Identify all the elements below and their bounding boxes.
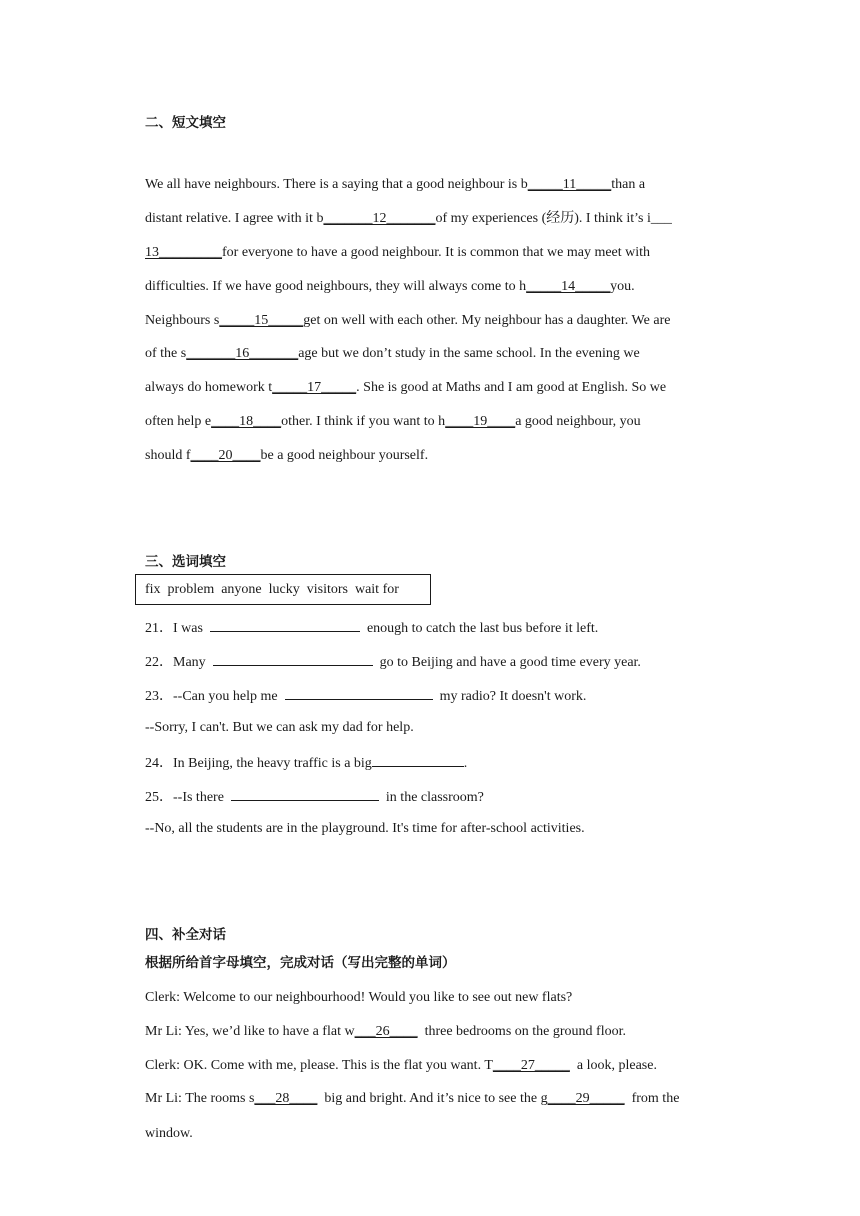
- blank-12[interactable]: _______12_______: [323, 211, 436, 226]
- blank-26[interactable]: ___26____: [354, 1024, 418, 1039]
- section-2-heading: 二、短文填空: [145, 115, 226, 131]
- question-21: 21．I was enough to catch the last bus before it left.: [145, 617, 598, 638]
- blank-16[interactable]: _______16_______: [186, 346, 299, 361]
- blank-14[interactable]: _____14_____: [526, 279, 611, 294]
- question-25-reply: --No, all the students are in the playground. It's time for after-school activities.: [145, 821, 585, 836]
- blank-11[interactable]: _____11_____: [527, 177, 612, 192]
- blank-29[interactable]: ____29_____: [547, 1091, 625, 1106]
- question-24: 24．In Beijing, the heavy traffic is a big .: [145, 752, 467, 773]
- dialogue-line-2: Mr Li: Yes, we’d like to have a flat w___26____ three bedrooms on the ground floor.: [145, 1024, 626, 1039]
- passage-line-1: We all have neighbours. There is a saying that a good neighbour is b_____11_____than a: [145, 177, 646, 192]
- dialogue-line-5: window.: [145, 1126, 193, 1141]
- passage-line-5: Neighbours s_____15_____get on well with each other. My neighbour has a daughter. We are: [145, 313, 671, 328]
- word-bank-box: fix problem anyone lucky visitors wait for: [135, 574, 431, 605]
- passage-line-3: 13_________for everyone to have a good neighbour. It is common that we may meet with: [145, 245, 651, 260]
- passage-line-4: difficulties. If we have good neighbours, they will always come to h_____14_____you.: [145, 279, 635, 294]
- dialogue-line-3: Clerk: OK. Come with me, please. This is the flat you want. T____27_____ a look, please.: [145, 1058, 657, 1073]
- blank-20[interactable]: ____20____: [190, 448, 261, 463]
- passage-line-7: always do homework t_____17_____. She is good at Maths and I am good at English. So we: [145, 380, 667, 395]
- section-4-heading: 四、补全对话: [145, 927, 226, 943]
- answer-blank-22[interactable]: [213, 651, 373, 666]
- passage-line-9: should f____20____be a good neighbour yourself.: [145, 448, 429, 463]
- blank-17[interactable]: _____17_____: [272, 380, 357, 395]
- passage-line-8: often help e____18____other. I think if you want to h____19____a good neighbour, you: [145, 414, 641, 429]
- passage-line-6: of the s_______16_______age but we don’t study in the same school. In the evening we: [145, 346, 640, 361]
- blank-13[interactable]: 13_________: [145, 245, 222, 260]
- answer-blank-21[interactable]: [210, 617, 360, 632]
- answer-blank-25[interactable]: [231, 786, 379, 801]
- answer-blank-23[interactable]: [285, 685, 433, 700]
- blank-27[interactable]: ____27_____: [492, 1058, 570, 1073]
- blank-28[interactable]: ___28____: [254, 1091, 318, 1106]
- dialogue-line-4: Mr Li: The rooms s___28____ big and bright. And it’s nice to see the g____29_____ from the: [145, 1091, 680, 1106]
- question-25: 25．--Is there in the classroom?: [145, 786, 484, 807]
- dialogue-line-1: Clerk: Welcome to our neighbourhood! Would you like to see out new flats?: [145, 990, 573, 1005]
- question-23-reply: --Sorry, I can't. But we can ask my dad for help.: [145, 720, 414, 735]
- section-3-heading: 三、选词填空: [145, 554, 226, 570]
- question-22: 22．Many go to Beijing and have a good time every year.: [145, 651, 641, 672]
- blank-15[interactable]: _____15_____: [219, 313, 304, 328]
- question-23: 23．--Can you help me my radio? It doesn't work.: [145, 685, 586, 706]
- passage-line-2: distant relative. I agree with it b_______12_______of my experiences (经历). I think it’s i___: [145, 211, 672, 226]
- section-4-instruction: 根据所给首字母填空，完成对话（写出完整的单词）: [145, 955, 456, 971]
- answer-blank-24[interactable]: [372, 752, 464, 767]
- blank-19[interactable]: ____19____: [445, 414, 516, 429]
- blank-18[interactable]: ____18____: [211, 414, 282, 429]
